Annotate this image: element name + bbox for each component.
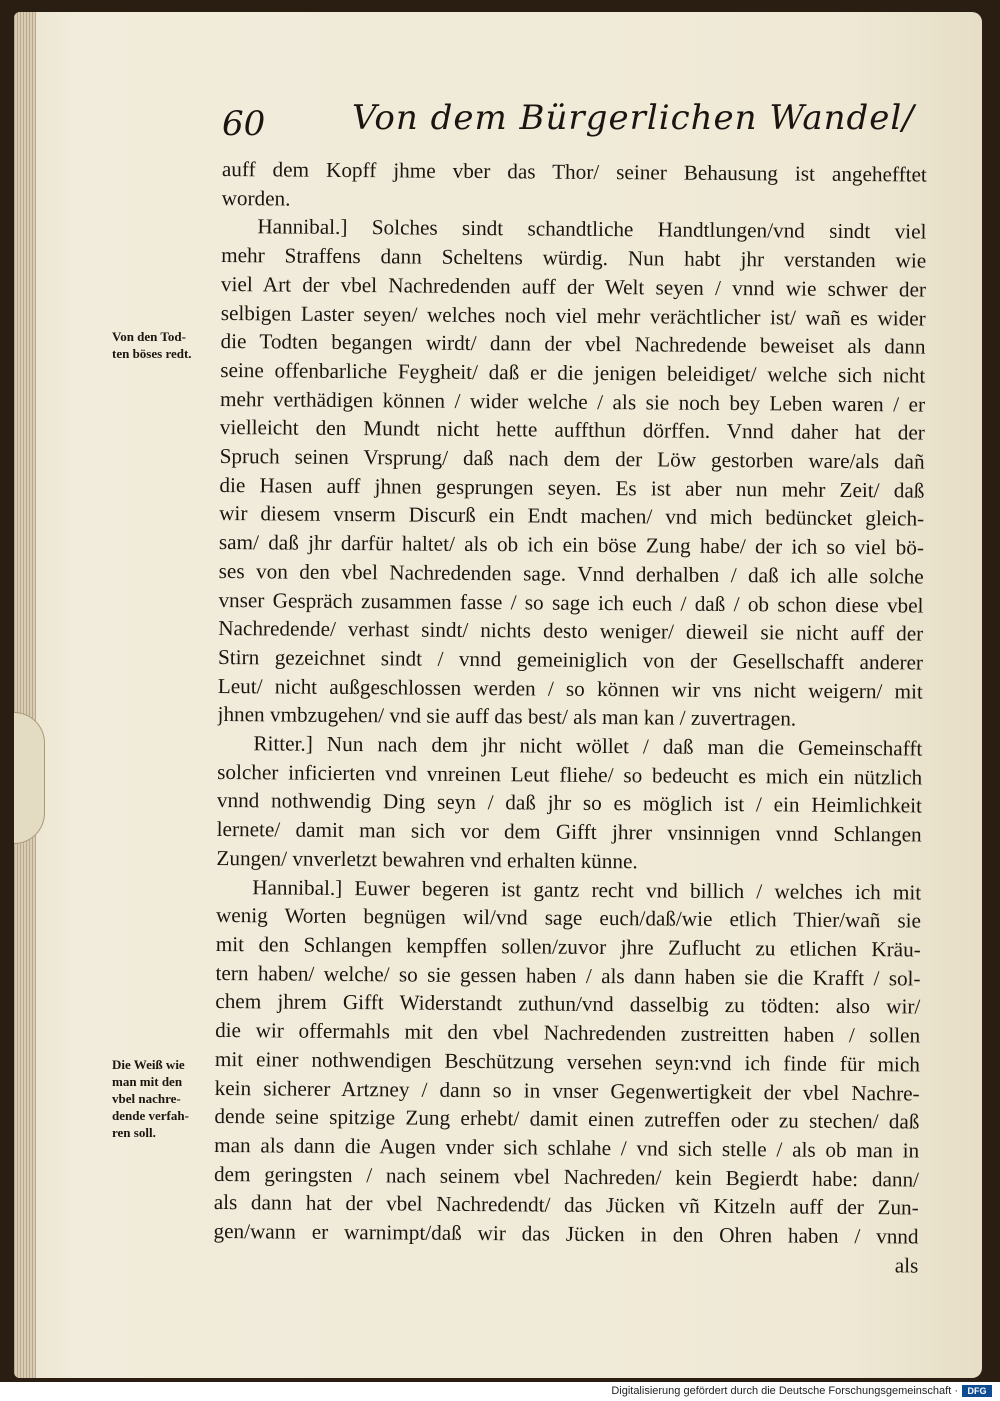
text-line: seine offenbarliche Feygheit/ daß er die jenigen beleidiget/ welche sich nicht bbox=[220, 357, 926, 388]
text-line: Nachredende/ verhast sindt/ nichts desto weniger/ dieweil sie nicht auff der bbox=[218, 616, 924, 646]
dfg-logo: DFG bbox=[962, 1385, 992, 1397]
catchword: als bbox=[894, 1253, 919, 1278]
page-header bbox=[222, 98, 922, 148]
text-line: mit den Schlangen kempffen sollen/zuvor jhre Zuflucht zu etlichen Kräu- bbox=[215, 931, 921, 962]
text-line: chem jhrem Gifft Widerstandt zuthun/vnd dasselbig zu tödten: also wir/ bbox=[215, 989, 921, 1019]
text-line: Zungen/ vnverletzt bewahren vnd erhalten künne. bbox=[216, 845, 638, 874]
text-line: dem geringsten / nach seinem vbel Nachreden/ kein Begierdt habe: dann/ bbox=[213, 1161, 920, 1192]
marginal-line: man mit den bbox=[112, 1074, 183, 1089]
text-line: gen/wann er warnimpt/daß wir das Jücken in den Ohren haben / vnnd bbox=[213, 1218, 919, 1249]
text-line: ses von den vbel Nachredenden sage. Vnnd derhalben / daß ich alle solche bbox=[218, 558, 924, 589]
text-line: jhnen vmbzugehen/ vnd sie auff das best/ als man kan / zuvertragen. bbox=[217, 702, 797, 731]
text-line: mit einer nothwendigen Beschützung versehen seyn:vnd ich finde für mich bbox=[214, 1046, 920, 1077]
marginal-line: Die Weiß wie bbox=[112, 1057, 185, 1072]
marginal-line: dende verfah- bbox=[112, 1108, 189, 1123]
running-head: Von dem Bürgerlichen Wandel/ bbox=[352, 98, 915, 138]
marginal-line: ren soll. bbox=[112, 1125, 156, 1140]
text-line: sam/ daß jhr darfür haltet/ als ob ich ein böse Zung habe/ der ich so viel bö- bbox=[218, 530, 925, 560]
text-line: Leut/ nicht außgeschlossen werden / so können wir vns nicht weigern/ mit bbox=[217, 673, 923, 704]
marginal-line: ten böses redt. bbox=[112, 346, 192, 361]
text-line: wenig Worten begnügen wil/vnd sage euch/daß/wie etlich Thier/wañ sie bbox=[215, 903, 922, 933]
text-line: Stirn gezeichnet sindt / vnnd gemeiniglich von der Gesellschafft anderer bbox=[217, 644, 924, 675]
marginal-line: vbel nachre- bbox=[112, 1091, 181, 1106]
text-line: vnnd nothwendig Ding seyn / daß jhr so es möglich ist / ein Heimlichkeit bbox=[216, 788, 923, 818]
body-text bbox=[213, 155, 927, 1280]
page-number: 60 bbox=[222, 104, 266, 144]
marginal-line: Von den Tod- bbox=[112, 329, 186, 344]
page-fold bbox=[14, 712, 45, 844]
text-line: Ritter.] Nun nach dem jhr nicht wöllet / daß man die Gemeinschafft bbox=[253, 731, 923, 761]
text-line: die wir offermahls mit den vbel Nachredenden zustreitten haben / sollen bbox=[215, 1018, 921, 1048]
text-line: Spruch seinen Vrsprung/ daß nach dem der Löw gestorben ware/als dañ bbox=[219, 444, 925, 474]
text-line: lernete/ damit man sich vor dem Gifft jhrer vnsinnigen vnnd Schlangen bbox=[216, 817, 922, 847]
text-line: auff dem Kopff jhme vber das Thor/ seiner Behausung ist angehefftet bbox=[221, 156, 927, 187]
text-line: Hannibal.] Euwer begeren ist gantz recht vnd billich / welches ich mit bbox=[252, 874, 922, 905]
text-line: kein sicherer Artzney / dann so in vnser Gegenwertigkeit der vbel Nachre- bbox=[214, 1075, 920, 1106]
text-line: selbigen Laster seyen/ welches noch viel mehr verächtlicher ist/ wañ es wider bbox=[220, 300, 926, 331]
text-line: tern haben/ welche/ so sie gessen haben / als dann haben sie die Krafft / sol- bbox=[215, 960, 921, 991]
marginal-note-1 bbox=[112, 328, 212, 362]
text-line: dende seine spitzige Zung erhebt/ damit einen zutreffen oder zu stechen/ daß bbox=[214, 1104, 920, 1134]
text-line: Hannibal.] Solches sindt schandtliche Handtlungen/vnd sindt viel bbox=[257, 214, 927, 244]
text-line: man als dann die Augen vnder sich schlahe / vnd sich stelle / als ob man in bbox=[214, 1132, 920, 1163]
text-line: die Todten begangen wirdt/ dann der vbel Nachredende beweiset als dann bbox=[220, 329, 926, 359]
text-line: solcher inficierten vnd vnreinen Leut fliehe/ so bedeucht es mich ein nützlich bbox=[217, 759, 923, 790]
page-stack-edge bbox=[14, 12, 36, 1378]
text-line: die Hasen auff jhnen gesprungen seyen. Es ist aber nun mehr Zeit/ daß bbox=[219, 472, 925, 503]
funding-credit: Digitalisierung gefördert durch die Deutsche Forschungsgemeinschaft · bbox=[611, 1385, 958, 1397]
text-line: als dann hat der vbel Nachredendt/ das Jücken vñ Kitzeln auff der Zun- bbox=[213, 1190, 919, 1220]
text-line: vnser Gespräch zusammen fasse / so sage ich euch / daß / ob schon diese vbel bbox=[218, 587, 924, 618]
text-line: viel Art der vbel Nachredenden auff der Welt seyen / vnnd wie schwer der bbox=[220, 271, 927, 302]
text-line: mehr Straffens dann Scheltens würdig. Nun habt jhr verstanden wie bbox=[221, 243, 927, 273]
text-line: wir diesem vnserm Discurß ein Endt machen/ vnd mich bedüncket gleich- bbox=[219, 501, 925, 531]
marginal-note-2 bbox=[112, 1056, 220, 1141]
digitization-footer bbox=[0, 1382, 1000, 1401]
text-line: worden. bbox=[221, 185, 291, 211]
text-line: mehr verthädigen können / wider welche / als sie noch bey Leben waren / er bbox=[219, 386, 926, 417]
text-line: vielleicht den Mundt nicht hette auffthun dörffen. Vnnd daher hat der bbox=[219, 415, 925, 445]
